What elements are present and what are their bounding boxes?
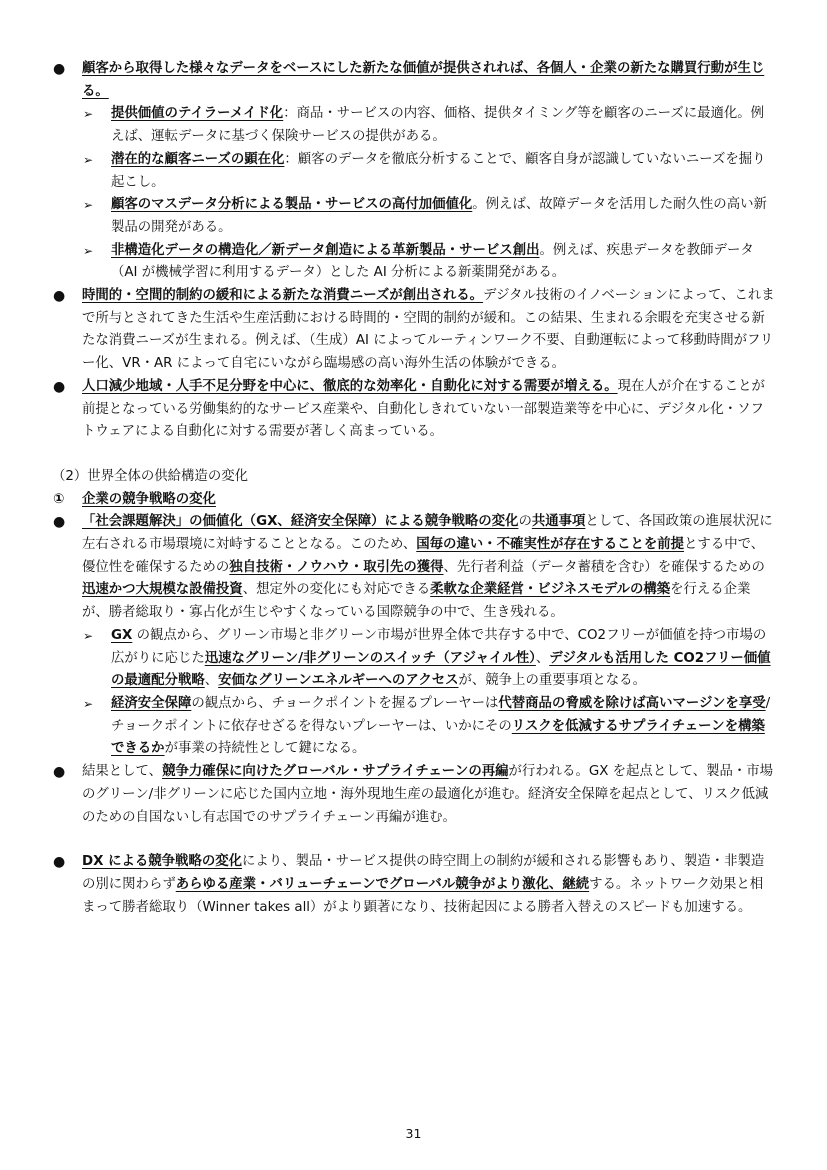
sub-bullet-text: 。例えば、故障データを活用した耐久性の高い新製品の開発がある。 [111,197,767,235]
arrow-bullet-icon: ➢ [83,696,94,711]
body-text: とする中で、優位性を確保するための [82,537,765,575]
body-text: 、先行者利益（データ蓄積を含む）を確保するための [443,559,765,575]
emphasis-text: 「社会課題解決」の価値化（GX、経済安全保障）による競争戦略の変化 [82,514,519,530]
body-text: が事業の持続性として鍵になる。 [164,741,366,757]
document-page [0,58,827,919]
emphasis-text: GX [111,627,133,643]
bullet-icon: ● [53,514,66,531]
body-text: 、 [204,673,219,689]
body-text: 、想定外の変化にも対応できる [242,582,431,598]
arrow-bullet-icon: ➢ [83,243,94,258]
body-text: 結果として、 [82,764,163,780]
bullet-icon: ● [53,288,66,305]
arrow-bullet-icon: ➢ [83,107,94,122]
bullet-item [0,851,827,919]
page-number: 31 [405,1126,422,1141]
emphasis-text: 経済安全保障 [111,695,192,711]
emphasis-text: DX による競争戦略の変化 [82,854,243,870]
sub-bullet-item [0,194,827,239]
emphasis-text: 柔軟な企業経営・ビジネスモデルの構築 [430,582,671,598]
bullet-text: 現在人が介在することが前提となっている労働集約的なサービス産業や、自動化しきれていない一部製造業等を中心に、デジタル化・ソフトウェアによる自動化に対する需要が著しく高まっている。 [82,378,765,440]
bullet-item [0,761,827,829]
emphasis-text: 安価なグリーンエネルギーへのアクセス [218,673,459,689]
subsection-heading: 企業の競争戦略の変化 [82,491,216,507]
arrow-bullet-icon: ➢ [83,628,94,643]
bullet-item [0,376,827,444]
emphasis-text: 競争力確保に向けたグローバル・サプライチェーンの再編 [162,764,509,780]
body-text: の観点から、チョークポイントを握るプレーヤーは [191,695,499,711]
body-text: が、競争上の重要事項となる。 [458,673,646,689]
sub-bullet-text: ：商品・サービスの内容、価格、提供タイミング等を顧客のニーズに最適化。例えば、運転データに基づく保険サービスの提供がある。 [111,106,765,145]
emphasis-text: 迅速なグリーン/非グリーンのスイッチ（アジャイル性） [204,650,536,666]
bullet-heading: 時間的・空間的制約の緩和による新たな消費ニーズが創出される。 [82,288,484,304]
bullet-icon: ● [53,764,66,781]
emphasis-text: 迅速かつ大規模な設備投資 [82,582,243,598]
sub-bullet-text: 。例えば、疾患データを教師データ（AI が機械学習に利用するデータ）とした AI 分析による新薬開発がある。 [111,242,754,281]
sub-bullet-heading: 顧客のマスデータ分析による製品・サービスの高付加価値化 [111,197,473,213]
sub-bullet-text: ：顧客のデータを徹底分析することで、顧客自身が認識していないニーズを掘り起こし。 [111,151,766,190]
body-text: として、各国政策の進展状況に左右される市場環境に対峙することとなる。このため、 [82,514,773,553]
emphasis-text: あらゆる産業・バリューチェーンでグローバル競争がより激化、継続 [175,876,590,892]
bullet-text: デジタル技術のイノベーションによって、これまで所与とされてきた生活や生産活動における時間的・空間的制約が緩和。この結果、生まれる余暇を充実させる新たな消費ニーズが生まれる。例えば、（生成）AI によってルーティンワーク不要、自動運転によって移動時間がフリー化、VR・AR によって自宅にいながら臨場感の高い海外生活の体験ができる。 [82,288,775,372]
body-text: する。ネットワーク効果と相まって勝者総取り（Winner takes all）がより顕著になり、技術起因による勝者入替えのスピードも加速する。 [82,876,764,915]
sub-bullet-heading: 非構造化データの構造化／新データ創造による革新製品・サービス創出 [111,242,540,258]
bullet-item [0,58,827,103]
sub-bullet-item [0,149,827,194]
body-text: /チョークポイントに依存せざるを得ないプレーヤーは、いかにその [111,695,771,734]
emphasis-text: リスクを低減するサプライチェーンを構築できるか [111,718,765,757]
emphasis-text: デジタルも活用した CO2フリー価値の最適配分戦略 [111,650,771,689]
arrow-bullet-icon: ➢ [83,198,94,213]
bullet-icon: ● [53,61,66,77]
body-text: の [518,514,532,530]
body-text: が行われる。GX を起点として、製品・市場のグリーン/非グリーンに応じた国内立地・海外現地生産の最適化が進む。経済安全保障を起点として、リスク低減のための自国ないし有志国でのサプライチェーン再編が進む。 [82,764,774,825]
bullet-heading: 顧客から取得した様々なデータをベースにした新たな価値が提供されれば、各個人・企業の新たな購買行動が生じる。 [82,61,765,99]
sub-bullet-heading: 潜在的な顧客ニーズの顕在化 [111,151,285,167]
subsection-heading-row [0,489,827,512]
bullet-heading: 人口減少地域・人手不足分野を中心に、徹底的な効率化・自動化に対する需要が増える。 [82,378,618,394]
section-heading: （2）世界全体の供給構造の変化 [52,468,248,484]
sub-bullet-item [0,240,827,285]
body-text: の観点から、グリーン市場と非グリーン市場が世界全体で共存する中で、CO2フリーが価値を持つ市場の広がりに応じた [111,627,767,666]
emphasis-text: 国毎の違い・不確実性が存在することを前提 [416,537,685,553]
body-text: を行える企業が、勝者総取り・寡占化が生じやすくなっている国際競争の中で、生き残れる。 [82,582,751,621]
emphasis-text: 共通事項 [531,514,586,530]
bullet-icon: ● [53,378,66,395]
bullet-icon: ● [53,854,66,871]
sub-bullet-item [0,103,827,148]
arrow-bullet-icon: ➢ [83,152,94,167]
body-text: により、製品・サービス提供の時空間上の制約が緩和される影響もあり、製造・非製造の別に関わらず [82,854,765,892]
body-text: 、 [535,650,550,666]
sub-bullet-item [0,693,827,761]
sub-bullet-item [0,625,827,693]
emphasis-text: 独自技術・ノウハウ・取引先の獲得 [229,559,444,575]
emphasis-text: 代替商品の脅威を除けば高いマージンを享受 [498,695,766,711]
bullet-item [0,511,827,625]
circled-number: ① [53,491,65,507]
bullet-item [0,285,827,376]
sub-bullet-heading: 提供価値のテイラーメイド化 [111,106,284,122]
